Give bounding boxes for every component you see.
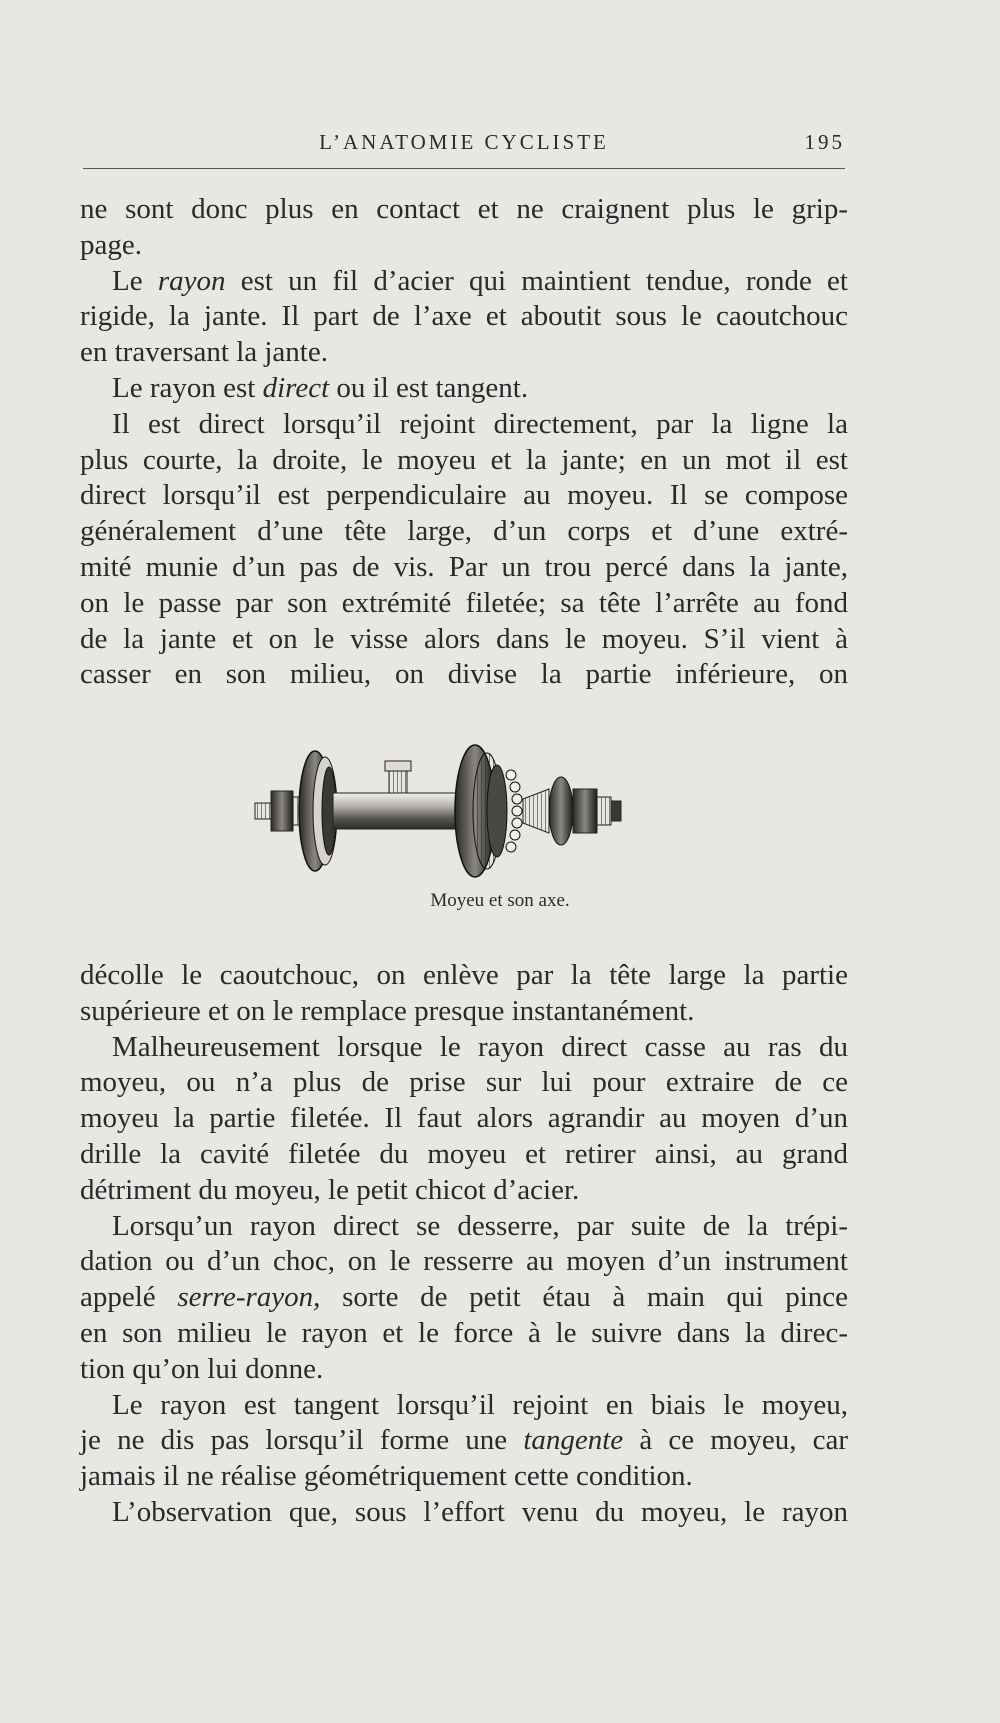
text-line bbox=[80, 443, 848, 479]
text-line bbox=[80, 1388, 848, 1424]
text-segment: page. bbox=[80, 228, 142, 261]
text-line bbox=[80, 1280, 848, 1316]
text-segment: détriment du moyeu, le petit chicot d’acier. bbox=[80, 1173, 580, 1206]
text-line bbox=[80, 1065, 848, 1101]
text-line bbox=[80, 299, 848, 335]
text-segment: ne sont donc plus en contact et ne craignent plus le grip- bbox=[80, 193, 848, 225]
text-line bbox=[80, 586, 848, 622]
text-segment: on le passe par son extrémité filetée; sa tête l’arrête au fond bbox=[80, 586, 848, 619]
text-segment: Lorsqu’un rayon direct se desserre, par suite de la trépi- bbox=[112, 1209, 848, 1242]
page-number: 195 bbox=[804, 130, 845, 154]
text-segment: sorte de petit étau à main qui pince bbox=[320, 1281, 849, 1314]
text-line bbox=[80, 657, 848, 693]
text-segment: moyeu, ou n’a plus de prise sur lui pour extraire de ce bbox=[80, 1066, 848, 1099]
text-segment: dation ou d’un choc, on le resserre au moyen d’un instrument bbox=[80, 1245, 848, 1278]
text-line bbox=[80, 371, 848, 407]
text-segment: moyeu la partie filetée. Il faut alors agrandir au moyen d’un bbox=[80, 1102, 848, 1135]
hub-illustration bbox=[253, 735, 673, 895]
text-segment: Le rayon est bbox=[112, 371, 263, 404]
text-line bbox=[80, 550, 848, 586]
text-segment: de la jante et on le visse alors dans le moyeu. S’il vient à bbox=[80, 622, 848, 655]
text-segment: Malheureusement lorsque le rayon direct casse au ras du bbox=[112, 1030, 848, 1063]
text-segment: je ne dis pas lorsqu’il forme une bbox=[80, 1424, 524, 1457]
text-line bbox=[80, 1209, 848, 1245]
figure-caption: Moyeu et son axe. bbox=[430, 890, 570, 911]
text-line bbox=[80, 335, 848, 371]
text-line bbox=[80, 1495, 848, 1531]
text-line bbox=[80, 1030, 848, 1066]
text-line bbox=[80, 1137, 848, 1173]
text-line bbox=[80, 264, 848, 300]
text-segment: en traversant la jante. bbox=[80, 336, 328, 369]
page-header bbox=[83, 128, 845, 169]
running-title: L’ANATOMIE CYCLISTE bbox=[319, 130, 609, 154]
text-line bbox=[80, 1101, 848, 1137]
text-line bbox=[80, 958, 848, 994]
text-segment: Le rayon est tangent lorsqu’il rejoint en biais le moyeu, bbox=[112, 1388, 848, 1421]
text-line bbox=[80, 192, 848, 228]
text-segment: à ce moyeu, car bbox=[623, 1424, 849, 1457]
italic-term: direct bbox=[262, 371, 330, 404]
text-segment: Il est direct lorsqu’il rejoint directement, par la ligne la bbox=[112, 407, 848, 440]
text-segment: Le bbox=[112, 264, 158, 297]
text-line bbox=[80, 1352, 848, 1388]
text-line bbox=[80, 478, 848, 514]
text-line bbox=[80, 228, 848, 264]
text-line bbox=[80, 622, 848, 658]
text-segment: ou il est tangent. bbox=[329, 371, 529, 404]
text-segment: est un fil d’acier qui maintient tendue, ronde et bbox=[225, 264, 848, 297]
text-segment: en son milieu le rayon et le force à le suivre dans la direc- bbox=[80, 1316, 848, 1349]
text-line bbox=[80, 1316, 848, 1352]
text-segment: mité munie d’un pas de vis. Par un trou percé dans la jante, bbox=[80, 550, 848, 583]
italic-term: rayon bbox=[157, 264, 226, 297]
text-segment: tion qu’on lui donne. bbox=[80, 1352, 324, 1385]
italic-term: tangente bbox=[523, 1424, 624, 1457]
text-segment: rigide, la jante. Il part de l’axe et aboutit sous le caoutchouc bbox=[80, 300, 848, 333]
text-segment: direct lorsqu’il est perpendiculaire au moyeu. Il se compose bbox=[80, 479, 848, 512]
body-text-bottom bbox=[80, 958, 848, 1531]
body-text-top bbox=[80, 192, 848, 693]
text-segment: jamais il ne réalise géométriquement cette condition. bbox=[80, 1460, 693, 1493]
text-line bbox=[80, 407, 848, 443]
text-segment: drille la cavité filetée du moyeu et retirer ainsi, au grand bbox=[80, 1137, 848, 1170]
text-line bbox=[80, 994, 848, 1030]
text-segment: plus courte, la droite, le moyeu et la jante; en un mot il est bbox=[80, 443, 848, 476]
text-segment: casser en son milieu, on divise la partie inférieure, on bbox=[80, 658, 848, 691]
text-line bbox=[80, 1173, 848, 1209]
text-segment: supérieure et on le remplace presque instantanément. bbox=[80, 994, 695, 1027]
text-segment: L’observation que, sous l’effort venu du moyeu, le rayon bbox=[112, 1495, 848, 1528]
text-line bbox=[80, 1459, 848, 1495]
text-segment: appelé bbox=[80, 1281, 178, 1314]
text-segment: généralement d’une tête large, d’un corps et d’une extré- bbox=[80, 515, 848, 548]
text-line bbox=[80, 1423, 848, 1459]
text-segment: décolle le caoutchouc, on enlève par la tête large la partie bbox=[80, 959, 848, 991]
text-line bbox=[80, 1244, 848, 1280]
italic-term: serre-rayon, bbox=[177, 1281, 321, 1314]
text-line bbox=[80, 514, 848, 550]
